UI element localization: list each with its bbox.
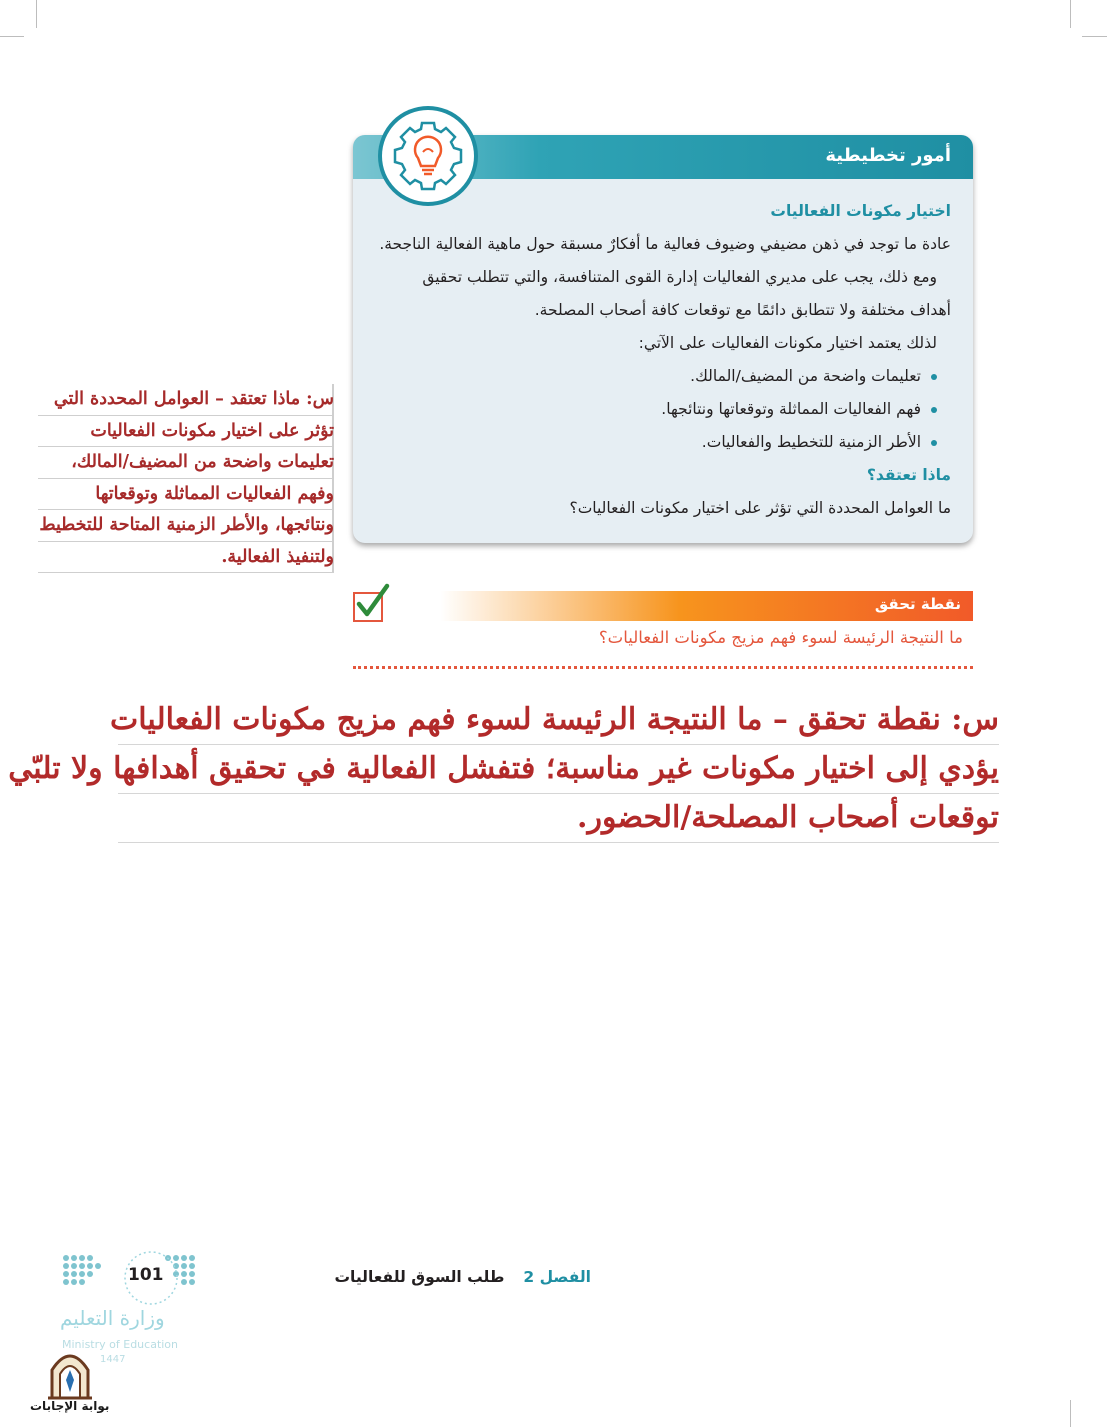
paragraph-line: عادة ما توجد في ذهن مضيفي وضيوف فعالية ما أفكارٌ مسبقة حول ماهية الفعالية الناجحة.: [379, 235, 951, 253]
answer-block: [8, 696, 999, 843]
checkpoint-question: ما النتيجة الرئيسة لسوء فهم مزيج مكونات الفعاليات؟: [598, 628, 963, 647]
answer-line: يؤدي إلى اختيار مكونات غير مناسبة؛ فتفشل الفعالية في تحقيق أهدافها ولا تلبّي: [118, 745, 999, 794]
side-note-line: س: ماذا تعتقد – العوامل المحددة التي: [38, 384, 334, 416]
crop-mark: [1070, 1400, 1071, 1427]
planning-body: [371, 195, 951, 525]
think-question: ما العوامل المحددة التي تؤثر على اختيار مكونات الفعاليات؟: [569, 499, 951, 517]
answer-line: س: نقطة تحقق – ما النتيجة الرئيسة لسوء فهم مزيج مكونات الفعاليات: [118, 696, 999, 745]
side-note: [38, 384, 334, 573]
ministry-year: 1447: [100, 1354, 126, 1365]
crop-mark: [36, 0, 37, 28]
answers-gate-logo-icon: [44, 1348, 96, 1400]
side-note-line: ونتائجها، والأطر الزمنية المتاحة للتخطيط: [38, 510, 334, 542]
checkmark-icon: [353, 592, 383, 622]
paragraph-line: أهداف مختلفة ولا تتطابق دائمًا مع توقعات كافة أصحاب المصلحة.: [534, 301, 951, 319]
side-note-line: ولتنفيذ الفعالية.: [38, 542, 334, 574]
intro-line: لذلك يعتمد اختيار مكونات الفعاليات على الآتي:: [638, 334, 937, 352]
answers-gate-text: بوابة الإجابات: [30, 1399, 110, 1413]
chapter-label: الفصل 2: [523, 1268, 591, 1286]
section-title: اختيار مكونات الفعاليات: [770, 202, 951, 220]
crop-mark: [1082, 36, 1107, 37]
crop-mark: [1070, 0, 1071, 28]
footer-chapter: [334, 1268, 591, 1286]
side-note-line: وفهم الفعاليات المماثلة وتوقعاتها: [38, 479, 334, 511]
ministry-english: Ministry of Education: [62, 1338, 179, 1351]
paragraph-line: ومع ذلك، يجب على مديري الفعاليات إدارة القوى المتنافسة، والتي تتطلب تحقيق: [422, 268, 937, 286]
answer-line: توقعات أصحاب المصلحة/الحضور.: [118, 794, 999, 843]
gear-lightbulb-icon: [382, 110, 474, 202]
ministry-arabic: وزارة التعليم: [60, 1306, 165, 1330]
page-number: 101: [128, 1265, 164, 1285]
bullet-item: تعليمات واضحة من المضيف/المالك.: [371, 360, 937, 393]
think-title: ماذا تعتقد؟: [866, 466, 951, 484]
checkpoint-title: نقطة تحقق: [874, 595, 961, 613]
bullet-list: [371, 360, 951, 459]
planning-header-title: أمور تخطيطية: [825, 145, 951, 166]
chapter-title: طلب السوق للفعاليات: [334, 1268, 505, 1286]
side-note-line: تؤثر على اختيار مكونات الفعاليات: [38, 416, 334, 448]
checkpoint-bar: [440, 591, 973, 621]
bullet-item: فهم الفعاليات المماثلة وتوقعاتها ونتائجها.: [371, 393, 937, 426]
side-note-line: تعليمات واضحة من المضيف/المالك،: [38, 447, 334, 479]
crop-mark: [0, 36, 24, 37]
bullet-item: الأطر الزمنية للتخطيط والفعاليات.: [371, 426, 937, 459]
dotted-divider: [353, 666, 973, 669]
